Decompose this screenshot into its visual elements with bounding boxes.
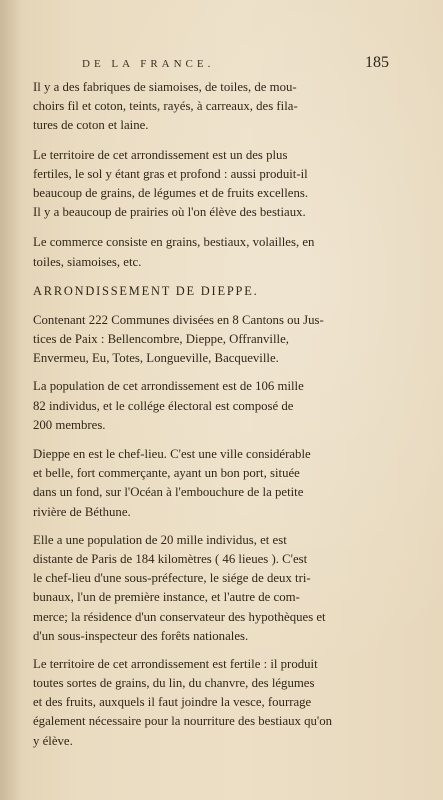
paragraph-gap-5 [33,368,401,377]
text-line-22: le chef-lieu d'une sous-préfecture, le siége de deux tri- [33,571,311,586]
paragraph-gap-6 [33,435,401,445]
text-line-17: et belle, fort commerçante, ayant un bon port, située [33,466,300,481]
text-line-14: 82 individus, et le collége électoral est composé de [33,398,294,413]
page-text-block [33,78,401,751]
text-line-21: distante de Paris de 184 kilomètres ( 46 lieues ). C'est [33,551,308,566]
text-line-18: dans un fond, sur l'Océan à l'embouchure de la petite [33,485,304,500]
paragraph-gap-8 [33,646,401,655]
text-line-12: Envermeu, Eu, Totes, Longueville, Bacqueville. [33,351,279,366]
text-line-20: Elle a une population de 20 mille individus, et est [33,532,287,547]
text-line-25: d'un sous-inspecteur des forêts nationales. [33,628,249,643]
text-line-23: bunaux, l'un de première instance, et l'autre de com- [33,590,300,605]
paragraph-gap-3 [33,272,401,282]
text-line-6: beaucoup de grains, de légumes et de fruits excellens. [33,185,309,200]
paragraph-gap-7 [33,522,401,531]
text-line-10: Contenant 222 Communes divisées en 8 Cantons ou Jus- [33,312,324,327]
paragraph-gap-1 [33,136,401,146]
text-line-7: Il y a beaucoup de prairies où l'on élève des bestiaux. [33,205,306,220]
text-line-19: rivière de Béthune. [33,504,131,519]
section-heading-dieppe: ARRONDISSEMENT DE DIEPPE. [33,283,259,298]
text-line-11: tices de Paix : Bellencombre, Dieppe, Offranville, [33,332,289,347]
text-line-3: tures de coton et laine. [33,118,149,133]
text-line-2: choirs fil et coton, teints, rayés, à carreaux, des fila- [33,99,298,114]
text-line-29: également nécessaire pour la nourriture des bestiaux qu'on [33,714,333,729]
page-spine-shadow [0,0,22,800]
text-line-5: fertiles, le sol y étant gras et profond : aussi produit-il [33,166,308,181]
text-line-30: y élève. [33,733,73,748]
text-line-1: Il y a des fabriques de siamoises, de toiles, de mou- [33,80,297,94]
text-line-8: Le commerce consiste en grains, bestiaux, volailles, en [33,235,315,250]
running-header: DE LA FRANCE. [82,58,215,70]
text-line-13: La population de cet arrondissement est de 106 mille [33,379,304,394]
text-line-26: Le territoire de cet arrondissement est fertile : il produit [33,656,318,671]
text-line-28: et des fruits, auxquels il faut joindre la vesce, fourrage [33,695,312,710]
text-line-15: 200 membres. [33,417,106,432]
text-line-9: toiles, siamoises, etc. [33,254,142,269]
text-line-27: toutes sortes de grains, du lin, du chanvre, des légumes [33,676,315,691]
paragraph-gap-4 [33,301,401,311]
text-line-16: Dieppe en est le chef-lieu. C'est une ville considérable [33,447,311,461]
text-line-4: Le territoire de cet arrondissement est un des plus [33,147,288,162]
paragraph-gap-2 [33,222,401,233]
text-line-24: merce; la résidence d'un conservateur des hypothèques et [33,609,326,624]
page-number: 185 [365,54,389,71]
